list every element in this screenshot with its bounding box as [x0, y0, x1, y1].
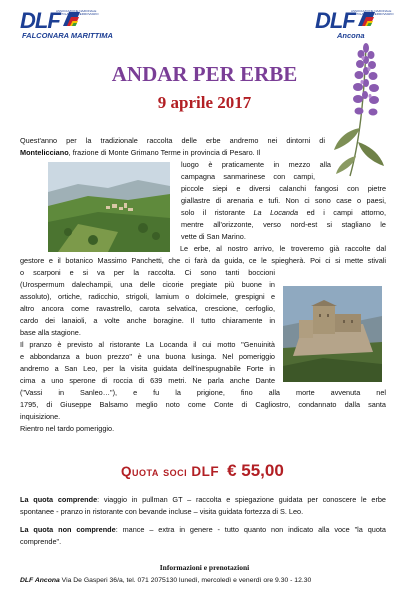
hillside-village-photo [48, 162, 170, 252]
body-line: base alla stagione. [20, 328, 81, 337]
body-line: inquisizione. [20, 412, 61, 421]
logo-subtitle: FALCONARA MARITTIMA [22, 31, 113, 40]
includes-line-2: spontanee - pranzo in ristorante con bevande incluse – visita guidata fortezza di S. Leo. [20, 507, 304, 516]
excludes-text: : mance – extra in genere - tutto quanto non indicato alla voce "la quota [115, 525, 386, 534]
intro-line: Quest'anno per la tradizionale raccolta delle erbe andremo nei dintorni di [20, 136, 325, 145]
price-label: Quota soci DLF [121, 464, 220, 479]
logo-tagline: ASSOCIAZIONE NAZIONALE DOPOLAVORO FERROVIARIO [351, 9, 394, 16]
includes-line [20, 494, 386, 506]
intro-line-2-text: , frazione di Monte Grimano Terme in provincia di Pesaro. Il [68, 148, 261, 157]
body-line: 1795, di Giuseppe Balsamo meglio noto come Conte di Cagliostro, condannato dalla santa [20, 400, 386, 409]
dlf-falconara-logo [20, 10, 113, 40]
intro-line-2 [20, 147, 325, 159]
logo-subtitle: Ancona [337, 31, 365, 40]
excludes-line-2: comprende". [20, 537, 62, 546]
return-note: Rientro nel tardo pomeriggio. [20, 424, 115, 433]
body-line: andremo a San Leo, per la visita guidata dell'inespugnabile Forte in [20, 364, 275, 373]
body-line: Il pranzo è previsto al ristorante La Locanda il cui motto "Genuinità [20, 340, 275, 349]
includes-label: La quota comprende [20, 495, 98, 504]
body-line: altro ancora come ravastrello, carota selvatica, crescione, cerfoglio, [20, 304, 275, 313]
dlf-ancona-logo [315, 8, 394, 40]
body-line: e abbondanza a buon prezzo" è una buona lusinga. Nel pomeriggio [20, 352, 275, 361]
excludes-label: La quota non comprende [20, 525, 116, 534]
contact-details: Via De Gasperi 36/a, tel. 071 2075130 lunedì, mercoledì e venerdì ore 9.30 - 12.30 [59, 577, 312, 584]
body-line: vette di San Marino. [181, 232, 246, 241]
page-title: ANDAR PER ERBE [111, 62, 298, 86]
contact-org: DLF Ancona [20, 577, 60, 584]
place-name: Montelicciano [20, 148, 69, 157]
price-line [121, 461, 284, 481]
body-line: cima a uno sperone di roccia di 639 metri. Ne parla anche Dante [20, 376, 275, 385]
info-heading: Informazioni e prenotazioni [159, 563, 250, 572]
body-line: mentre all'orizzonte, verso nord-est si stagliano le [181, 220, 386, 229]
body-line: cardo dei lanaioli, a volte anche boragine. Il tutto chiaramente in [20, 316, 275, 325]
event-date: 9 aprile 2017 [157, 93, 252, 112]
body-line: assoluto), ortiche, radicchio, strigoli, lamium o dolcimele, grespigni e [20, 292, 275, 301]
restaurant-name: La Locanda [253, 208, 299, 217]
body-line-text: solo il ristorante [181, 208, 246, 217]
sage-illustration [330, 38, 396, 178]
body-line: Le erbe, al nostro arrivo, le troveremo già raccolte dal [180, 244, 386, 253]
contact-line [20, 577, 311, 584]
body-line: o scarponi e si va per la raccolta. Ci sono tanti boccioni [20, 268, 275, 277]
body-line: giallastre di arenaria e tufi. Non ci sono case o paesi, [181, 196, 386, 205]
logo-mark: DLF [315, 8, 355, 33]
body-line: luogo è praticamente in mezzo alla [181, 160, 331, 169]
logo-mark: DLF [20, 8, 60, 33]
includes-text: : viaggio in pullman GT – raccolta e spiegazione guidata per conoscere le erbe [97, 495, 386, 504]
body-line [181, 207, 386, 219]
body-line: gestore e il botanico Massimo Panchetti, che ci farà da guida, ce le spiegherà. Poi ci si mette stivali [20, 256, 386, 265]
body-line: campagna sanmarinese con campi, [181, 172, 315, 181]
excludes-line [20, 524, 386, 536]
body-line-text: ed i campi attorno, [306, 208, 386, 217]
body-line: ("Vassi in Sanleo…"), e fu la prigione, fino alla morte avvenuta nel [20, 388, 386, 397]
price-value: € 55,00 [227, 461, 284, 480]
body-line: (Urospermum dalechampii, una delle cicorie pregiate più buone in [20, 280, 275, 289]
body-line: piccole siepi e diversi calanchi fangosi con pietre [181, 184, 386, 193]
san-leo-fortress-photo [283, 286, 382, 382]
logo-tagline: ASSOCIAZIONE NAZIONALE DOPOLAVORO FERROVIARIO [56, 9, 99, 16]
